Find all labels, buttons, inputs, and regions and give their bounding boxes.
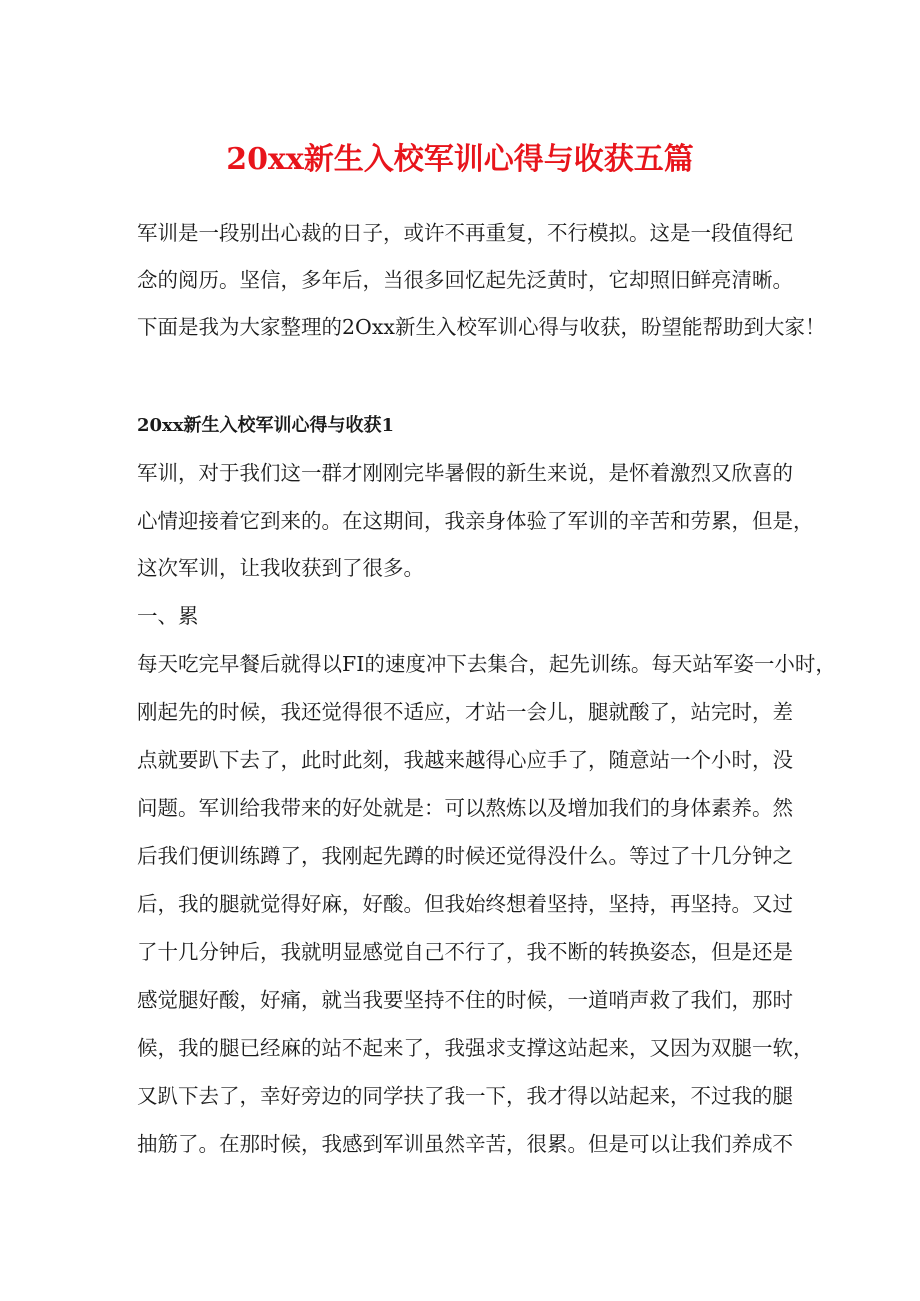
intro-line: 军训是一段别出心裁的日子，或许不再重复，不行模拟。这是一段值得纪 (137, 221, 793, 245)
body-line: 感觉腿好酸，好痛，就当我要坚持不住的时候，一道哨声救了我们，那时 (137, 988, 793, 1012)
body-line: 又趴下去了，幸好旁边的同学扶了我一下，我才得以站起来，不过我的腿 (137, 1084, 793, 1108)
body-line: 抽筋了。在那时候，我感到军训虽然辛苦，很累。但是可以让我们养成不 (137, 1132, 793, 1156)
body-line: 后，我的腿就觉得好麻，好酸。但我始终想着坚持，坚持，再坚持。又过 (137, 892, 793, 916)
body-line: 候，我的腿已经麻的站不起来了，我强求支撑这站起来，又因为双腿一软， (137, 1036, 814, 1060)
body-line: 后我们便训练蹲了，我刚起先蹲的时候还觉得没什么。等过了十几分钟之 (137, 844, 793, 868)
section-intro-line: 军训，对于我们这一群才刚刚完毕暑假的新生来说，是怀着激烈又欣喜的 (137, 461, 793, 485)
section-heading: 20xx新生入校军训心得与收获1 (137, 415, 395, 436)
section-intro-line: 这次军训，让我收获到了很多。 (137, 556, 424, 580)
body-line: 刚起先的时候，我还觉得很不适应，才站一会儿，腿就酸了，站完时，差 (137, 700, 793, 724)
body-line: 点就要趴下去了，此时此刻，我越来越得心应手了，随意站一个小时，没 (137, 748, 793, 772)
section-intro-line: 心情迎接着它到来的。在这期间，我亲身体验了军训的辛苦和劳累，但是， (137, 509, 814, 533)
body-line: 了十几分钟后，我就明显感觉自己不行了，我不断的转换姿态，但是还是 (137, 940, 793, 964)
body-line: 每天吃完早餐后就得以FI的速度冲下去集合，起先训练。每天站军姿一小时， (137, 652, 836, 676)
point-heading: 一、累 (137, 604, 199, 628)
body-line: 问题。军训给我带来的好处就是：可以熬炼以及增加我们的身体素养。然 (137, 796, 793, 820)
document-title: 20xx新生入校军训心得与收获五篇 (226, 142, 694, 177)
intro-line: 念的阅历。坚信，多年后，当很多回忆起先泛黄时，它却照旧鲜亮清晰。 (137, 268, 793, 292)
intro-line: 下面是我为大家整理的2Oxx新生入校军训心得与收获，盼望能帮助到大家！ (137, 315, 826, 339)
